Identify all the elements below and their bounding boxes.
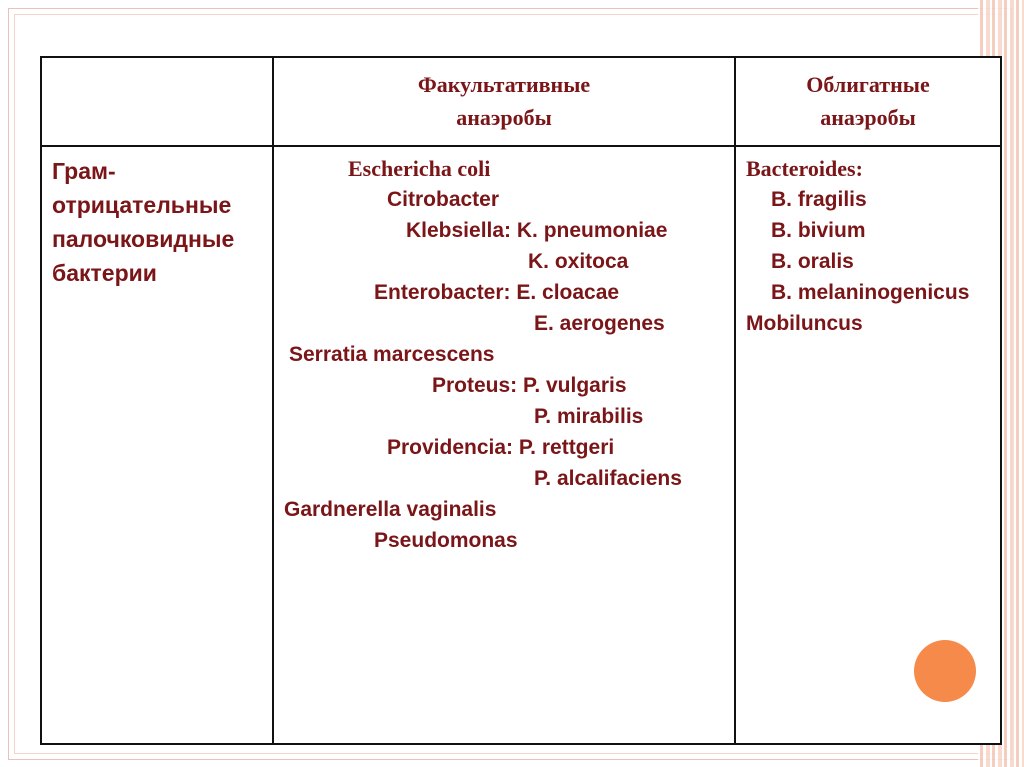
header-divider	[42, 145, 1000, 147]
header-facultative-line2: анаэробы	[456, 105, 552, 130]
facultative-item-7: Serratia marcescens	[289, 343, 495, 366]
obligate-item-5: B. melaninogenicus	[771, 281, 970, 304]
facultative-item-2: Citrobacter	[387, 188, 500, 211]
facultative-item-11: P. alcalifaciens	[534, 467, 682, 490]
facultative-item-5: Enterobacter: E. cloacae	[374, 281, 620, 304]
bacteria-table	[40, 56, 1002, 745]
obligate-item-6: Mobiluncus	[746, 312, 863, 335]
orange-circle-decoration	[914, 640, 976, 702]
facultative-item-8: Proteus: P. vulgaris	[432, 374, 627, 397]
facultative-item-3: Klebsiella: K. pneumoniae	[406, 219, 668, 242]
header-facultative-line1: Факультативные	[417, 72, 591, 97]
facultative-item-9: P. mirabilis	[534, 405, 644, 428]
obligate-item-4: B. oralis	[771, 250, 854, 273]
facultative-item-10: Providencia: P. rettgeri	[387, 436, 615, 459]
obligate-item-1: Bacteroides:	[746, 156, 863, 181]
row-label-gram-negative	[52, 154, 270, 290]
column-divider-1	[272, 58, 274, 743]
row-label-line4: бактерии	[52, 260, 157, 286]
obligate-item-2: B. fragilis	[771, 188, 867, 211]
header-obligate-line2: анаэробы	[820, 105, 916, 130]
header-obligate	[736, 68, 1000, 134]
header-facultative	[274, 68, 734, 134]
facultative-item-1: Eschericha coli	[348, 156, 491, 181]
obligate-item-3: B. bivium	[771, 219, 866, 242]
facultative-item-13: Pseudomonas	[374, 529, 518, 552]
facultative-item-12: Gardnerella vaginalis	[284, 498, 497, 521]
facultative-item-6: E. aerogenes	[534, 312, 665, 335]
facultative-item-4: K. oxitoca	[528, 250, 629, 273]
row-label-line3: палочковидные	[52, 226, 235, 252]
row-label-line1: Грам-	[52, 158, 116, 184]
header-obligate-line1: Облигатные	[806, 72, 930, 97]
column-divider-2	[734, 58, 736, 743]
row-label-line2: отрицательные	[52, 192, 232, 218]
